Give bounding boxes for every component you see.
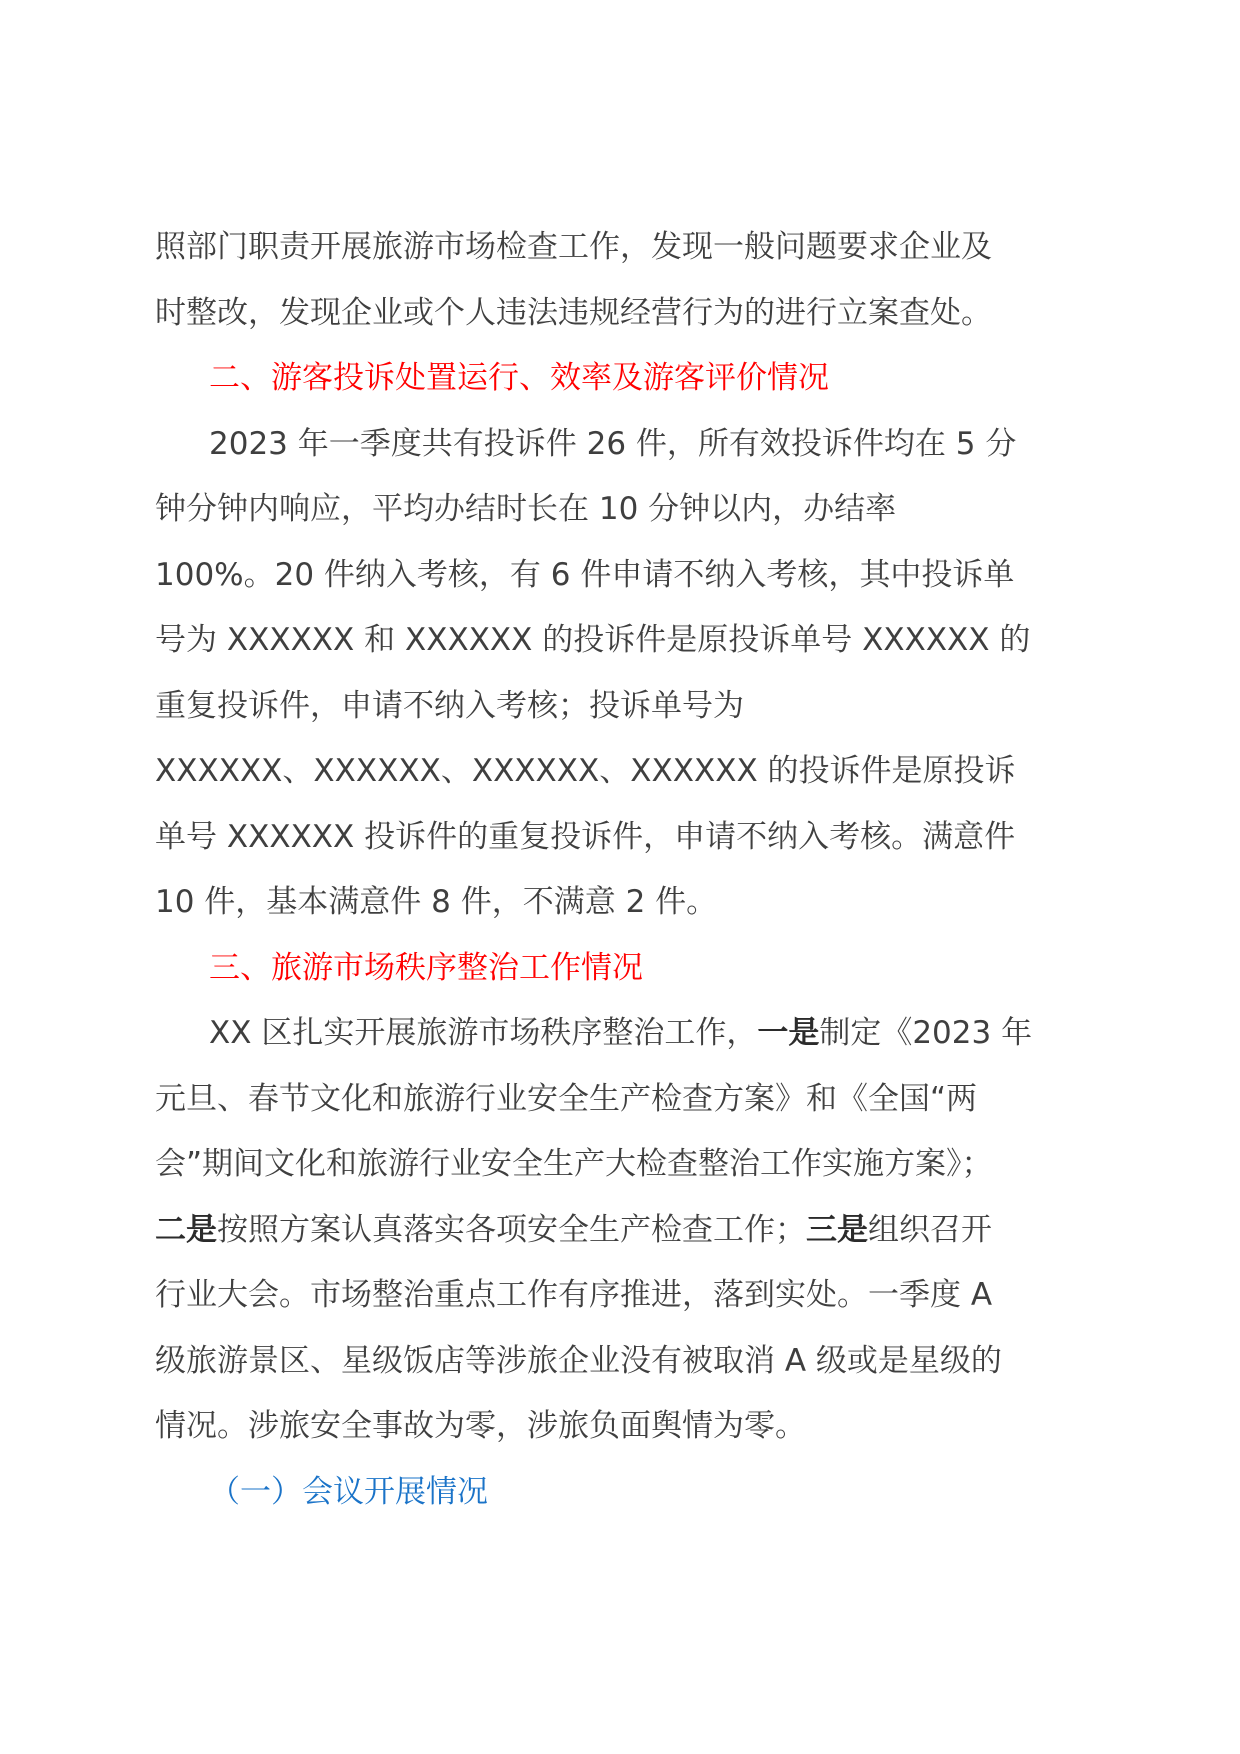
section-2-line-8: 10 件，基本满意件 8 件，不满意 2 件。 [155,884,718,920]
section-2-line-1: 2023 年一季度共有投诉件 26 件，所有效投诉件均在 5 分 [209,425,1017,462]
section-3-heading: 三、旅游市场秩序整治工作情况 [209,949,643,986]
section-3-line-3: 会”期间文化和旅游行业安全生产大检查整治工作实施方案》； [155,1146,993,1182]
section-3-line-6: 级旅游景区、星级饭店等涉旅企业没有被取消 A 级或是星级的 [155,1342,1002,1379]
subsection-1-heading: （一）会议开展情况 [209,1473,488,1510]
section-3-line-4-post: 组织召开 [868,1211,992,1248]
section-2-heading: 二、游客投诉处置运行、效率及游客评价情况 [209,360,829,396]
section-3-emphasis-third: 三是 [806,1211,868,1248]
section-3-line-4-mid: 按照方案认真落实各项安全生产检查工作； [217,1211,806,1248]
section-3-line-1 [155,1001,1085,1067]
section-2-line-3: 100%。20 件纳入考核，有 6 件申请不纳入考核，其中投诉单 [155,556,1015,593]
section-3-line-7: 情况。涉旅安全事故为零，涉旅负面舆情为零。 [155,1408,806,1444]
section-2-line-6: XXXXXX、XXXXXX、XXXXXX、XXXXXX 的投诉件是原投诉 [155,753,1016,789]
document-body [155,215,1085,1525]
section-2-line-7: 单号 XXXXXX 投诉件的重复投诉件，申请不纳入考核。满意件 [155,818,1016,855]
section-3-line-4 [155,1198,1085,1264]
section-3-line-1-post: 制定《2023 年 [819,1015,1033,1051]
section-2-line-5: 重复投诉件，申请不纳入考核；投诉单号为 [155,687,744,724]
intro-line-2: 时整改，发现企业或个人违法违规经营行为的进行立案查处。 [155,294,992,331]
section-2-line-4: 号为 XXXXXX 和 XXXXXX 的投诉件是原投诉单号 XXXXXX 的 [155,622,1031,658]
section-2-line-2: 钟分钟内响应，平均办结时长在 10 分钟以内，办结率 [155,491,897,527]
section-3-line-1-pre: XX 区扎实开展旅游市场秩序整治工作， [209,1015,758,1051]
section-3-emphasis-second: 二是 [155,1211,217,1248]
intro-line-1: 照部门职责开展旅游市场检查工作，发现一般问题要求企业及 [155,229,992,265]
section-3-emphasis-first: 一是 [757,1015,820,1051]
section-3-line-5: 行业大会。市场整治重点工作有序推进，落到实处。一季度 A [155,1277,993,1313]
section-3-line-2: 元旦、春节文化和旅游行业安全生产检查方案》和《全国“两 [155,1080,978,1117]
